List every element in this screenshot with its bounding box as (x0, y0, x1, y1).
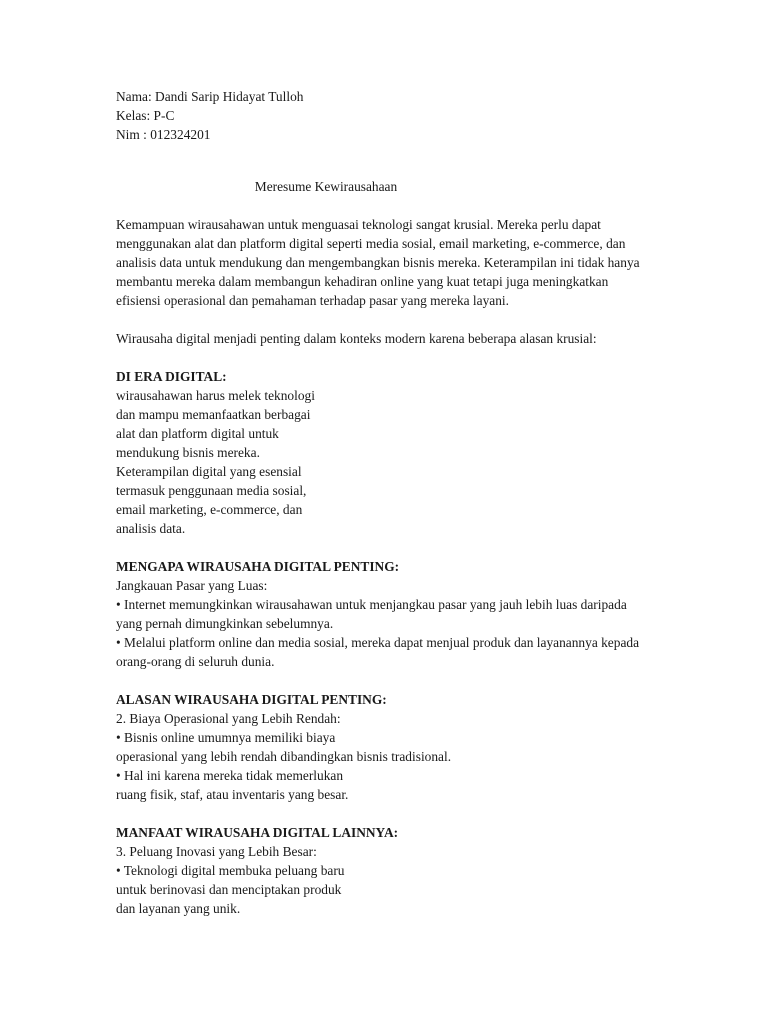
section-line: wirausahawan harus melek teknologi (116, 388, 315, 403)
section-line: yang pernah dimungkinkan sebelumnya. (116, 616, 334, 631)
intro-paragraph (116, 215, 656, 310)
student-nim: Nim : 012324201 (116, 127, 211, 142)
section-line: alat dan platform digital untuk (116, 426, 279, 441)
section-heading: ALASAN WIRAUSAHA DIGITAL PENTING: (116, 692, 387, 707)
section-mengapa-penting (116, 557, 656, 671)
section-line: analisis data. (116, 521, 186, 536)
document-page (116, 87, 656, 918)
section-line: • Internet memungkinkan wirausahawan untuk menjangkau pasar yang jauh lebih luas daripada (116, 597, 627, 612)
section-heading: MANFAAT WIRAUSAHA DIGITAL LAINNYA: (116, 825, 399, 840)
intro-line: Kemampuan wirausahawan untuk menguasai teknologi sangat krusial. Mereka perlu dapat (116, 217, 601, 232)
section-era-digital (116, 367, 656, 538)
section-line: 2. Biaya Operasional yang Lebih Rendah: (116, 711, 341, 726)
intro-line: efisiensi operasional dan pemahaman terhadap pasar yang mereka layani. (116, 293, 509, 308)
section-line: orang-orang di seluruh dunia. (116, 654, 275, 669)
intro-line: menggunakan alat dan platform digital seperti media sosial, email marketing, e-commerce, dan (116, 236, 626, 251)
section-line: 3. Peluang Inovasi yang Lebih Besar: (116, 844, 317, 859)
student-name: Nama: Dandi Sarip Hidayat Tulloh (116, 89, 304, 104)
section-line: untuk berinovasi dan menciptakan produk (116, 882, 342, 897)
section-line: email marketing, e-commerce, dan (116, 502, 303, 517)
section-manfaat-lainnya (116, 823, 656, 918)
section-line: • Hal ini karena mereka tidak memerlukan (116, 768, 344, 783)
section-line: • Melalui platform online dan media sosial, mereka dapat menjual produk dan layanannya kepada (116, 635, 640, 650)
intro-line: analisis data untuk mendukung dan mengembangkan bisnis mereka. Keterampilan ini tidak hanya (116, 255, 640, 270)
section-line: ruang fisik, staf, atau inventaris yang besar. (116, 787, 349, 802)
section-line: termasuk penggunaan media sosial, (116, 483, 307, 498)
section-line: dan mampu memanfaatkan berbagai (116, 407, 311, 422)
section-line: Keterampilan digital yang esensial (116, 464, 302, 479)
section-line: mendukung bisnis mereka. (116, 445, 260, 460)
student-class: Kelas: P-C (116, 108, 175, 123)
section-heading: MENGAPA WIRAUSAHA DIGITAL PENTING: (116, 559, 400, 574)
section-line: • Bisnis online umumnya memiliki biaya (116, 730, 336, 745)
section-line: • Teknologi digital membuka peluang baru (116, 863, 345, 878)
intro-line: membantu mereka dalam membangun kehadiran online yang kuat tetapi juga meningkatkan (116, 274, 609, 289)
section-line: operasional yang lebih rendah dibandingkan bisnis tradisional. (116, 749, 452, 764)
intro-second-paragraph: Wirausaha digital menjadi penting dalam konteks modern karena beberapa alasan krusial: (116, 331, 597, 346)
section-alasan-penting (116, 690, 656, 804)
document-title: Meresume Kewirausahaan (254, 179, 398, 194)
section-line: dan layanan yang unik. (116, 901, 241, 916)
student-info (116, 87, 656, 144)
section-line: Jangkauan Pasar yang Luas: (116, 578, 268, 593)
section-heading: DI ERA DIGITAL: (116, 369, 227, 384)
